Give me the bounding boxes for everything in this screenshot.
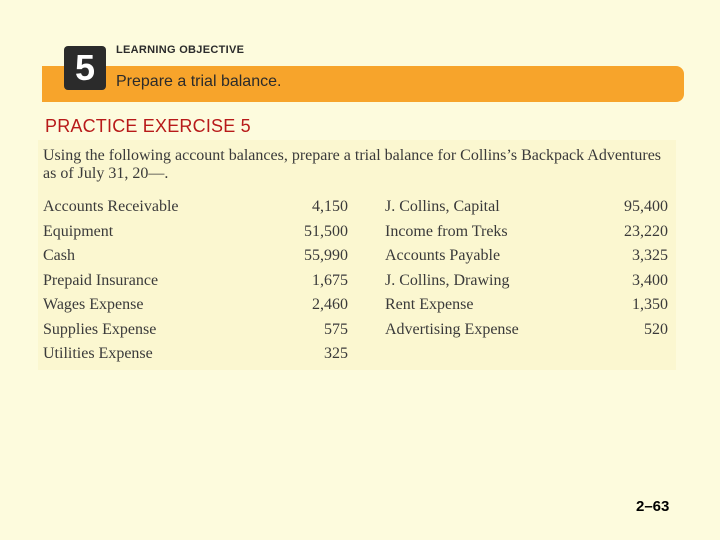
account-name: Wages Expense: [43, 296, 144, 314]
account-amount: 1,350: [632, 296, 668, 314]
objective-title: Prepare a trial balance.: [116, 73, 282, 90]
account-name: Accounts Receivable: [43, 198, 179, 216]
accounts-left-column: [43, 195, 348, 367]
exercise-intro: Using the following account balances, prepare a trial balance for Collins’s Backpack Adventures as of July 31, 20—.: [43, 147, 662, 182]
account-name: Advertising Expense: [385, 320, 519, 338]
account-name: Rent Expense: [385, 296, 474, 314]
account-amount: 520: [644, 320, 668, 338]
objective-label: LEARNING OBJECTIVE: [116, 44, 245, 56]
account-row: [43, 220, 348, 245]
account-name: Accounts Payable: [385, 247, 501, 265]
account-amount: 55,990: [304, 247, 348, 265]
account-name: Supplies Expense: [43, 320, 157, 338]
account-row: [43, 342, 348, 367]
account-row: [385, 195, 668, 220]
account-name: Equipment: [43, 222, 114, 240]
account-row: [43, 195, 348, 220]
account-name: Income from Treks: [385, 222, 508, 240]
account-amount: 3,400: [632, 271, 668, 289]
account-amount: 1,675: [312, 271, 348, 289]
accounts-right-column: [385, 195, 668, 342]
account-row: [385, 293, 668, 318]
account-row: [385, 220, 668, 245]
account-amount: 2,460: [312, 296, 348, 314]
account-amount: 95,400: [624, 198, 668, 216]
account-amount: 23,220: [624, 222, 668, 240]
account-amount: 4,150: [312, 198, 348, 216]
account-row: [385, 269, 668, 294]
account-amount: 51,500: [304, 222, 348, 240]
account-name: Utilities Expense: [43, 345, 153, 363]
exercise-title: PRACTICE EXERCISE 5: [45, 116, 251, 136]
account-amount: 3,325: [632, 247, 668, 265]
page-number: 2–63: [636, 498, 670, 515]
account-row: [43, 244, 348, 269]
account-name: J. Collins, Drawing: [385, 271, 510, 289]
account-amount: 575: [324, 320, 348, 338]
account-name: Cash: [43, 247, 75, 265]
account-row: [385, 244, 668, 269]
objective-number: 5: [64, 46, 106, 90]
account-name: Prepaid Insurance: [43, 271, 159, 289]
account-name: J. Collins, Capital: [385, 198, 500, 216]
account-row: [43, 269, 348, 294]
account-row: [43, 318, 348, 343]
account-amount: 325: [324, 345, 348, 363]
account-row: [43, 293, 348, 318]
account-row: [385, 318, 668, 343]
learning-objective-header: [42, 44, 684, 102]
